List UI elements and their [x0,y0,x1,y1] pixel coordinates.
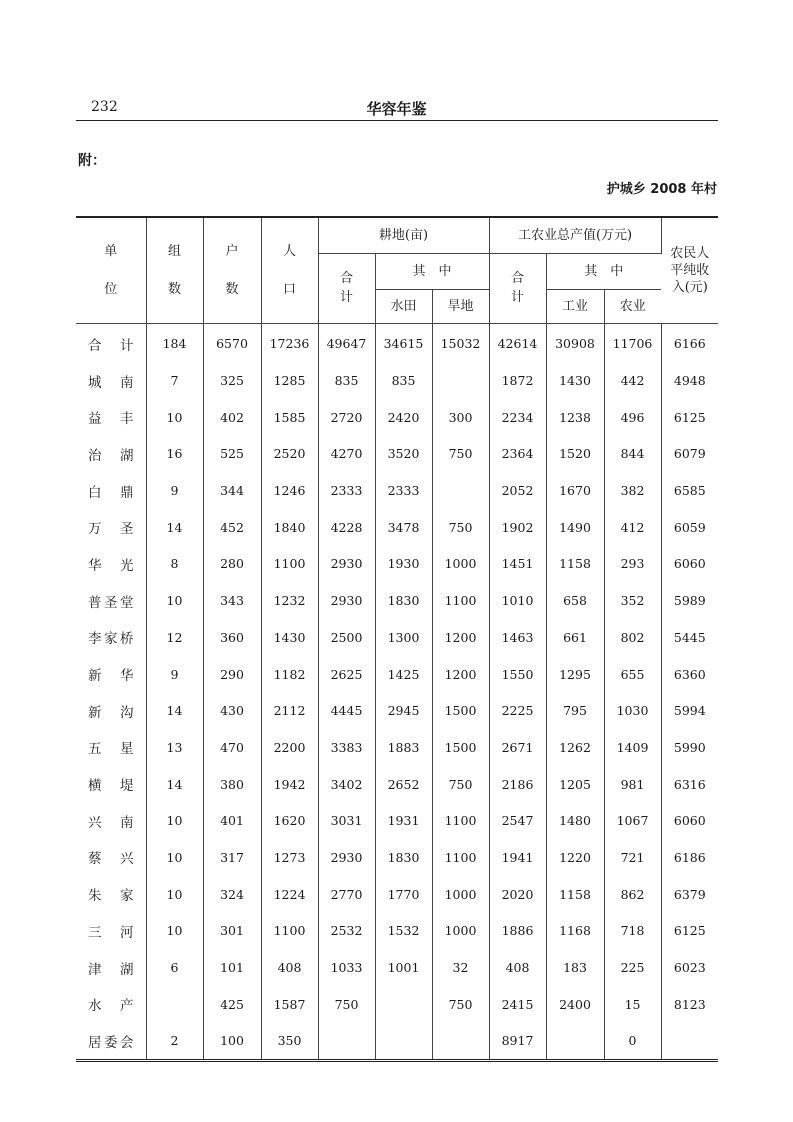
value-cell: 4445 [318,692,375,729]
value-cell: 6060 [673,813,706,829]
value-cell: 2400 [546,986,604,1023]
value-cell: 425 [203,986,261,1023]
value-cell: 49647 [318,323,375,362]
unit-name-cell: 普圣堂 [76,582,146,619]
value-cell: 2415 [489,986,546,1023]
table-row [76,619,718,656]
value-cell: 1100 [432,839,489,876]
value-cell: 442 [604,362,661,399]
value-cell: 655 [604,656,661,693]
value-cell: 2930 [318,546,375,583]
unit-name-cell: 新 华 [76,656,146,693]
value-cell: 2547 [489,802,546,839]
value-cell: 802 [604,619,661,656]
value-cell: 1840 [261,509,318,546]
value-cell: 1220 [546,839,604,876]
value-cell: 1285 [261,362,318,399]
value-cell: 1000 [432,546,489,583]
value-cell: 1930 [375,546,432,583]
value-cell: 401 [203,802,261,839]
value-cell: 2770 [318,876,375,913]
value-cell: 2333 [375,472,432,509]
table-caption: 护城乡 2008 年村 [606,182,717,197]
value-cell: 1300 [375,619,432,656]
value-cell: 1168 [546,913,604,950]
value-cell: 2234 [489,399,546,436]
table-row [76,323,718,362]
table-row [76,509,718,546]
value-cell: 750 [432,436,489,473]
value-cell: 293 [604,546,661,583]
value-cell: 14 [146,692,203,729]
value-cell: 412 [604,509,661,546]
value-cell: 15 [604,986,661,1023]
value-cell: 380 [203,766,261,803]
table-row [76,656,718,693]
unit-name-cell: 益 丰 [76,399,146,436]
value-cell: 3402 [318,766,375,803]
value-cell: 2930 [318,582,375,619]
value-cell: 1030 [604,692,661,729]
value-cell: 6379 [673,886,706,902]
value-cell: 1067 [604,802,661,839]
value-cell: 184 [146,323,203,362]
value-cell: 343 [203,582,261,619]
value-cell: 750 [432,509,489,546]
value-cell: 1942 [261,766,318,803]
table-row [76,582,718,619]
value-cell: 1585 [261,399,318,436]
value-cell: 10 [146,802,203,839]
value-cell: 750 [318,986,375,1023]
value-cell: 6585 [673,483,706,499]
table-row [76,436,718,473]
value-cell: 1830 [375,582,432,619]
table-row [76,362,718,399]
table-row [76,802,718,839]
value-cell: 14 [146,509,203,546]
value-cell: 10 [146,582,203,619]
value-cell: 1902 [489,509,546,546]
value-cell: 1500 [432,729,489,766]
value-cell: 1941 [489,839,546,876]
value-cell: 324 [203,876,261,913]
page-number: 232 [91,99,118,115]
value-cell: 1532 [375,913,432,950]
value-cell: 1670 [546,472,604,509]
value-cell: 6079 [673,446,706,462]
value-cell: 6360 [673,666,706,682]
value-cell: 10 [146,399,203,436]
unit-name-cell: 居委会 [76,1023,146,1061]
value-cell: 317 [203,839,261,876]
value-cell: 795 [546,692,604,729]
header-groups: 组 数 [146,217,203,323]
table-row [76,839,718,876]
header-output-of-which: 其 中 [546,253,661,289]
value-cell [661,1023,718,1061]
value-cell: 325 [203,362,261,399]
value-cell: 1550 [489,656,546,693]
value-cell: 2186 [489,766,546,803]
value-cell: 2520 [261,436,318,473]
value-cell: 2 [146,1023,203,1061]
value-cell [432,472,489,509]
value-cell: 5990 [673,739,706,755]
value-cell: 1620 [261,802,318,839]
value-cell: 1205 [546,766,604,803]
value-cell: 8123 [673,996,706,1012]
value-cell: 42614 [489,323,546,362]
value-cell: 835 [318,362,375,399]
value-cell: 344 [203,472,261,509]
value-cell: 981 [604,766,661,803]
value-cell: 9 [146,656,203,693]
value-cell: 3520 [375,436,432,473]
value-cell: 408 [489,949,546,986]
value-cell: 2333 [318,472,375,509]
value-cell: 5445 [673,629,706,645]
unit-name-cell: 城 南 [76,362,146,399]
value-cell: 1100 [261,913,318,950]
value-cell: 100 [203,1023,261,1061]
header-farmland-of-which: 其 中 [375,253,489,289]
header-agriculture: 农业 [604,289,661,323]
value-cell: 1000 [432,913,489,950]
value-cell: 721 [604,839,661,876]
value-cell: 10 [146,839,203,876]
value-cell: 1886 [489,913,546,950]
table-row [76,546,718,583]
value-cell: 5989 [673,593,706,609]
value-cell: 11706 [604,323,661,362]
value-cell: 2112 [261,692,318,729]
value-cell: 2225 [489,692,546,729]
value-cell: 1273 [261,839,318,876]
header-industry: 工业 [546,289,604,323]
header-dry: 旱地 [432,289,489,323]
value-cell: 2652 [375,766,432,803]
value-cell: 6570 [203,323,261,362]
value-cell: 34615 [375,323,432,362]
value-cell: 1770 [375,876,432,913]
value-cell: 1883 [375,729,432,766]
value-cell: 1520 [546,436,604,473]
value-cell: 15032 [432,323,489,362]
value-cell: 1000 [432,876,489,913]
unit-name-cell: 华 光 [76,546,146,583]
value-cell: 6186 [673,849,706,865]
value-cell: 30908 [546,323,604,362]
value-cell: 6059 [673,519,706,535]
value-cell: 4948 [673,373,706,389]
value-cell: 225 [604,949,661,986]
unit-name-cell: 兴 南 [76,802,146,839]
value-cell: 1158 [546,876,604,913]
unit-name-cell: 白 鼎 [76,472,146,509]
value-cell: 750 [432,766,489,803]
header-output: 工农业总产值(万元) [489,217,661,253]
header-output-total: 合 计 [489,253,546,323]
value-cell: 1200 [432,656,489,693]
unit-name-cell: 合 计 [76,323,146,362]
value-cell: 1001 [375,949,432,986]
value-cell: 1872 [489,362,546,399]
value-cell: 1830 [375,839,432,876]
value-cell: 1262 [546,729,604,766]
value-cell: 1158 [546,546,604,583]
unit-name-cell: 五 星 [76,729,146,766]
value-cell: 844 [604,436,661,473]
value-cell: 1033 [318,949,375,986]
value-cell: 718 [604,913,661,950]
unit-name-cell: 蔡 兴 [76,839,146,876]
header-paddy: 水田 [375,289,432,323]
value-cell: 2671 [489,729,546,766]
header-unit: 单 位 [76,217,146,323]
appendix-label: 附： [78,153,106,169]
value-cell: 2500 [318,619,375,656]
value-cell: 183 [546,949,604,986]
value-cell: 835 [375,362,432,399]
value-cell: 470 [203,729,261,766]
unit-name-cell: 水 产 [76,986,146,1023]
table-row [76,399,718,436]
value-cell: 32 [432,949,489,986]
unit-name-cell: 治 湖 [76,436,146,473]
header-farmland: 耕地(亩) [318,217,489,253]
value-cell: 1100 [261,546,318,583]
value-cell: 4270 [318,436,375,473]
value-cell: 16 [146,436,203,473]
value-cell: 352 [604,582,661,619]
value-cell: 3383 [318,729,375,766]
value-cell: 1587 [261,986,318,1023]
header-rule [76,120,718,121]
value-cell: 1425 [375,656,432,693]
value-cell: 2720 [318,399,375,436]
value-cell: 3031 [318,802,375,839]
value-cell: 408 [261,949,318,986]
table-row [76,729,718,766]
unit-name-cell: 三 河 [76,913,146,950]
value-cell: 6 [146,949,203,986]
value-cell: 101 [203,949,261,986]
value-cell: 1480 [546,802,604,839]
unit-name-cell: 朱 家 [76,876,146,913]
value-cell: 4228 [318,509,375,546]
value-cell: 6125 [673,923,706,939]
value-cell: 10 [146,876,203,913]
value-cell: 452 [203,509,261,546]
header-population: 人 口 [261,217,318,323]
value-cell: 1232 [261,582,318,619]
value-cell: 525 [203,436,261,473]
value-cell: 750 [432,986,489,1023]
value-cell: 1451 [489,546,546,583]
value-cell: 2532 [318,913,375,950]
value-cell: 1463 [489,619,546,656]
value-cell: 2930 [318,839,375,876]
value-cell: 1500 [432,692,489,729]
value-cell: 6023 [673,960,706,976]
value-cell: 1238 [546,399,604,436]
value-cell: 402 [203,399,261,436]
value-cell: 300 [432,399,489,436]
value-cell: 2200 [261,729,318,766]
value-cell [432,1023,489,1061]
value-cell: 5994 [673,703,706,719]
value-cell: 6316 [673,776,706,792]
value-cell: 382 [604,472,661,509]
value-cell: 17236 [261,323,318,362]
table-row [76,1023,718,1061]
value-cell: 1246 [261,472,318,509]
value-cell: 13 [146,729,203,766]
value-cell: 9 [146,472,203,509]
value-cell: 661 [546,619,604,656]
table-row [76,876,718,913]
header-income: 农民人 平纯收 入(元) [661,217,718,323]
value-cell: 1931 [375,802,432,839]
value-cell: 1224 [261,876,318,913]
header-households: 户 数 [203,217,261,323]
value-cell: 658 [546,582,604,619]
value-cell: 1010 [489,582,546,619]
value-cell [546,1023,604,1061]
value-cell: 12 [146,619,203,656]
value-cell: 2052 [489,472,546,509]
value-cell: 1295 [546,656,604,693]
value-cell: 14 [146,766,203,803]
value-cell: 2625 [318,656,375,693]
value-cell: 496 [604,399,661,436]
value-cell: 1182 [261,656,318,693]
value-cell: 290 [203,656,261,693]
value-cell: 10 [146,913,203,950]
value-cell: 6166 [673,336,706,352]
value-cell: 301 [203,913,261,950]
value-cell: 1430 [261,619,318,656]
value-cell [375,1023,432,1061]
value-cell: 2020 [489,876,546,913]
value-cell: 1409 [604,729,661,766]
value-cell: 0 [604,1023,661,1061]
table-row [76,949,718,986]
value-cell: 3478 [375,509,432,546]
village-statistics-table [76,216,718,1062]
value-cell: 1100 [432,802,489,839]
value-cell: 1200 [432,619,489,656]
running-title: 华容年鉴 [366,100,427,118]
value-cell: 2420 [375,399,432,436]
value-cell: 430 [203,692,261,729]
unit-name-cell: 横 堤 [76,766,146,803]
value-cell: 2945 [375,692,432,729]
value-cell: 1430 [546,362,604,399]
value-cell [146,986,203,1023]
unit-name-cell: 李家桥 [76,619,146,656]
header-farmland-total: 合 计 [318,253,375,323]
value-cell: 6060 [673,556,706,572]
value-cell: 862 [604,876,661,913]
value-cell: 1100 [432,582,489,619]
table-row [76,913,718,950]
table-row [76,472,718,509]
value-cell: 1490 [546,509,604,546]
table-row [76,692,718,729]
table-row [76,986,718,1023]
value-cell [318,1023,375,1061]
value-cell: 360 [203,619,261,656]
value-cell: 350 [261,1023,318,1061]
value-cell: 280 [203,546,261,583]
value-cell: 8917 [489,1023,546,1061]
value-cell: 2364 [489,436,546,473]
unit-name-cell: 津 湖 [76,949,146,986]
unit-name-cell: 新 沟 [76,692,146,729]
unit-name-cell: 万 圣 [76,509,146,546]
value-cell: 6125 [673,409,706,425]
value-cell: 8 [146,546,203,583]
value-cell [375,986,432,1023]
table-row [76,766,718,803]
value-cell [432,362,489,399]
value-cell: 7 [146,362,203,399]
